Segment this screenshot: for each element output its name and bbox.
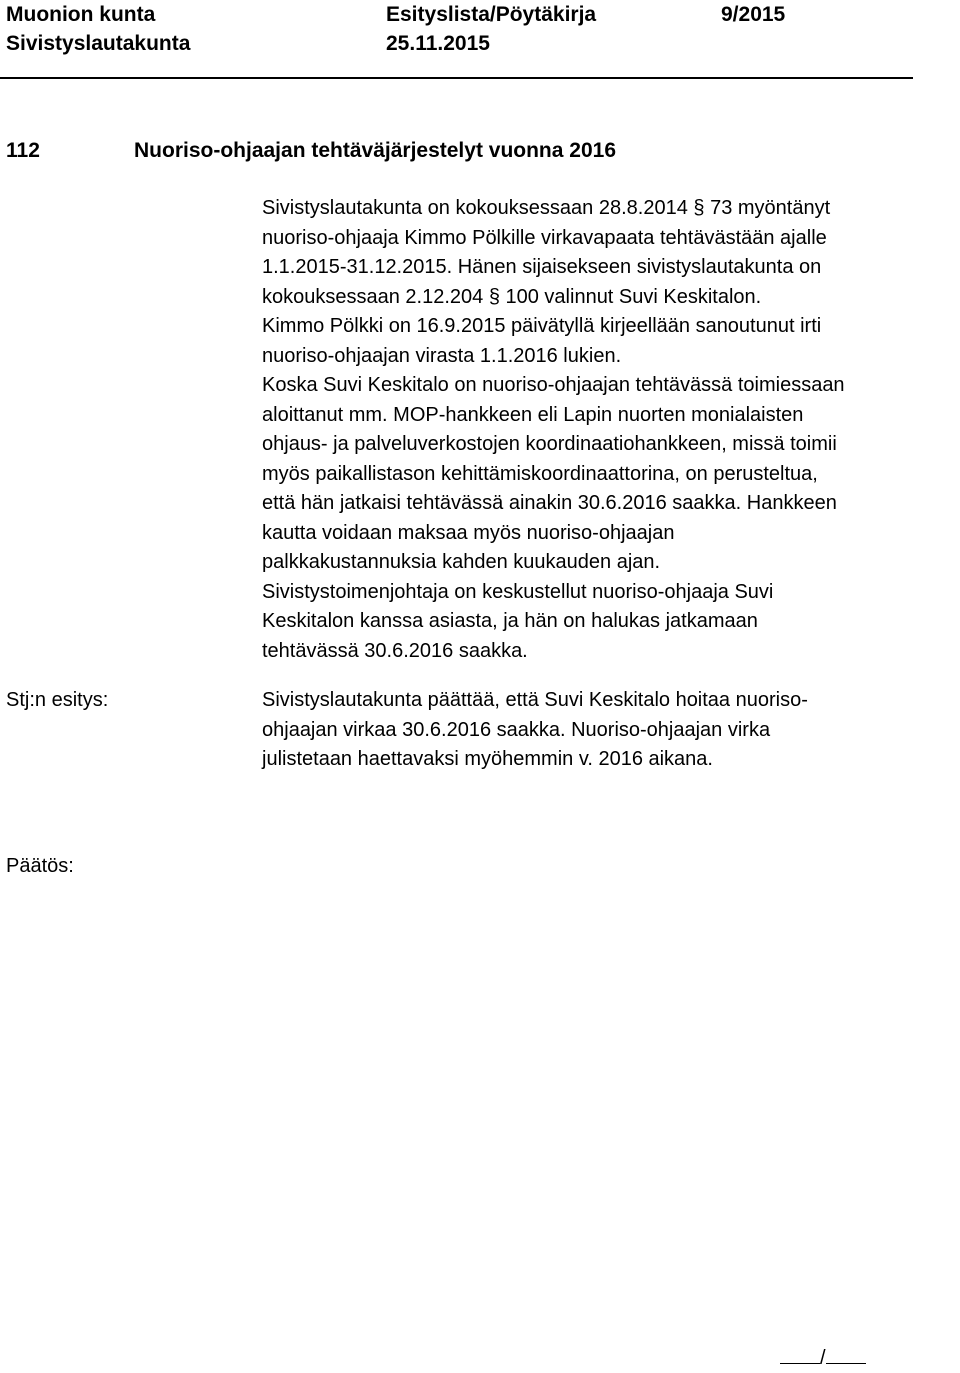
body-line: nuoriso-ohjaaja Kimmo Pölkille virkavapaata tehtävästään ajalle [262,226,827,249]
section-body [262,194,845,666]
proposal-line: julistetaan haettavaksi myöhemmin v. 2016 aikana. [262,748,713,770]
section-number: 112 [6,139,40,162]
body-line: myös paikallistason kehittämiskoordinaattorina, on perusteltua, [262,462,818,485]
meeting-date: 25.11.2015 [386,32,490,55]
initials-line [780,1345,866,1370]
proposal-line: ohjaajan virkaa 30.6.2016 saakka. Nuoriso-ohjaajan virka [262,718,771,741]
body-line: kautta voidaan maksaa myös nuoriso-ohjaajan [262,521,675,544]
proposal-text [262,686,808,775]
body-line: aloittanut mm. MOP-hankkeen eli Lapin nuorten monialaisten [262,403,804,426]
body-line: kokouksessaan 2.12.204 § 100 valinnut Suvi Keskitalon. [262,285,762,308]
body-line: palkkakustannuksia kahden kuukauden ajan. [262,551,661,573]
document-number: 9/2015 [721,3,786,26]
body-line: tehtävässä 30.6.2016 saakka. [262,639,528,662]
body-line: Kimmo Pölkki on 16.9.2015 päivätyllä kirjeellään sanoutunut irti [262,315,822,337]
decision-label: Päätös: [6,855,74,877]
body-line: ohjaus- ja palveluverkostojen koordinaatiohankkeen, missä toimii [262,433,837,455]
proposal-label: Stj:n esitys: [6,689,109,711]
section-title: Nuoriso-ohjaajan tehtäväjärjestelyt vuonna 2016 [134,139,616,162]
municipality-name: Muonion kunta [6,3,156,26]
body-line: Sivistyslautakunta on kokouksessaan 28.8.2014 § 73 myöntänyt [262,197,831,219]
body-line: että hän jatkaisi tehtävässä ainakin 30.6.2016 saakka. Hankkeen [262,492,837,514]
proposal-line: Sivistyslautakunta päättää, että Suvi Keskitalo hoitaa nuoriso- [262,689,808,711]
initials-separator: / [820,1347,826,1369]
header-divider [0,77,913,79]
initials-blank-left[interactable] [780,1345,820,1364]
document-type: Esityslista/Pöytäkirja [386,3,597,26]
body-line: Sivistystoimenjohtaja on keskustellut nuoriso-ohjaaja Suvi [262,580,774,603]
body-line: Koska Suvi Keskitalo on nuoriso-ohjaajan tehtävässä toimiessaan [262,374,845,396]
board-name: Sivistyslautakunta [6,32,191,55]
body-line: 1.1.2015-31.12.2015. Hänen sijaisekseen sivistyslautakunta on [262,256,822,278]
initials-blank-right[interactable] [826,1345,866,1364]
body-line: Keskitalon kanssa asiasta, ja hän on halukas jatkamaan [262,610,758,632]
body-line: nuoriso-ohjaajan virasta 1.1.2016 lukien. [262,344,622,367]
